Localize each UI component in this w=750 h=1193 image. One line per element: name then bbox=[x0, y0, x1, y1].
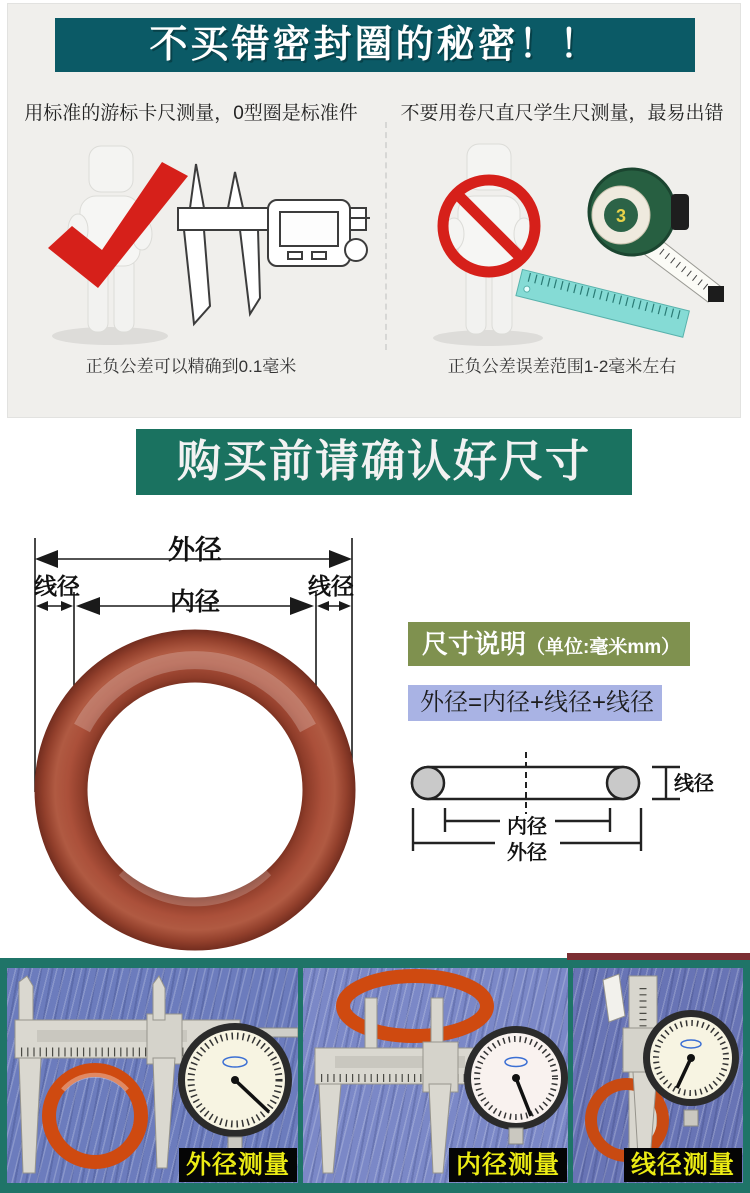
secret-banner-title: 不买错密封圈的秘密！！ bbox=[149, 24, 601, 66]
outer-diameter-label: 外径 bbox=[168, 535, 222, 565]
correct-method-caption: 正负公差可以精确到0.1毫米 bbox=[85, 357, 297, 376]
tape-measure-icon bbox=[589, 169, 724, 302]
wrong-method-subtitle: 不要用卷尺直尺学生尺测量，最易出错 bbox=[400, 103, 724, 124]
maroon-divider bbox=[567, 953, 750, 960]
size-note-box bbox=[408, 622, 690, 666]
panel-divider bbox=[385, 122, 387, 350]
digital-caliper-icon bbox=[178, 164, 370, 324]
secret-banner bbox=[55, 18, 695, 72]
size-formula-box: 外径=内径+线径+线径 bbox=[408, 685, 662, 721]
svg-text:3: 3 bbox=[615, 206, 627, 226]
correct-method-subtitle: 用标准的游标卡尺测量，0型圈是标准件 bbox=[24, 103, 358, 124]
caliper-ok-illustration bbox=[18, 138, 370, 350]
confirm-size-banner bbox=[136, 429, 632, 495]
size-note-title: 尺寸说明 bbox=[422, 629, 527, 659]
size-note-unit: （单位:毫米mm） bbox=[526, 637, 681, 658]
wire-diameter-label-left: 线径 bbox=[34, 573, 80, 599]
photo-label-outer: 外径测量 bbox=[179, 1148, 297, 1182]
confirm-size-title: 购买前请确认好尺寸 bbox=[177, 437, 591, 486]
cross-section-outer-label: 外径 bbox=[507, 842, 547, 864]
wire-diameter-label-right: 线径 bbox=[308, 573, 354, 599]
ruler-icon bbox=[516, 269, 689, 337]
photo-wire-diameter bbox=[573, 968, 743, 1183]
measure-wrong-illustration bbox=[388, 138, 740, 350]
cross-section-wire-label: 线径 bbox=[674, 773, 714, 795]
inner-diameter-label: 内径 bbox=[169, 588, 220, 616]
photo-inner-diameter bbox=[303, 968, 568, 1183]
size-guide-section bbox=[0, 520, 750, 958]
wrong-method-caption: 正负公差误差范围1-2毫米左右 bbox=[447, 357, 677, 376]
photo-outer-diameter bbox=[7, 968, 298, 1183]
measurement-photos-section bbox=[0, 958, 750, 1193]
cross-section-inner-label: 内径 bbox=[507, 816, 547, 838]
photo-label-wire: 线径测量 bbox=[624, 1148, 742, 1182]
oring-cross-section-diagram bbox=[400, 748, 750, 863]
photo-label-inner: 内径测量 bbox=[449, 1148, 567, 1182]
